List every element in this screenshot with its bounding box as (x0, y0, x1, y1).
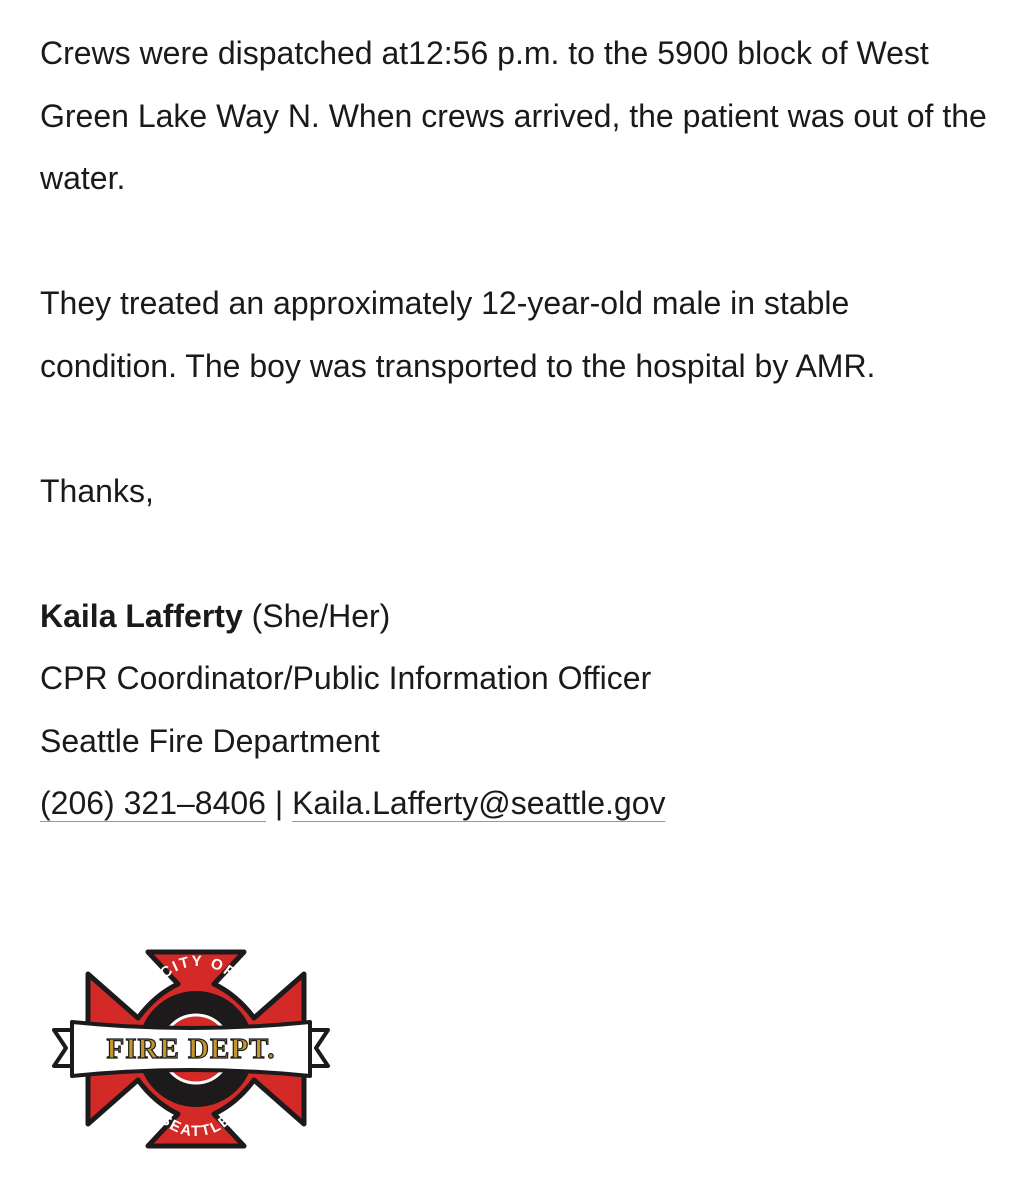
email-body (40, 22, 990, 835)
email-signature (40, 585, 990, 835)
message-paragraph: They treated an approximately 12-year-old male in stable condition. The boy was transported to the hospital by AMR. (40, 285, 876, 384)
phone-link[interactable]: (206) 321–8406 (40, 785, 266, 821)
signature-pronouns: (She/Her) (251, 597, 391, 634)
message-paragraph: Crews were dispatched at12:56 p.m. to the 5900 block of West Green Lake Way N. When crews arrived, the patient was out of the water. (40, 35, 987, 196)
signature-organization: Seattle Fire Department (40, 722, 380, 759)
signature-name: Kaila Lafferty (40, 597, 243, 634)
closing-text: Thanks, (40, 472, 154, 509)
signature-name-line (40, 585, 990, 648)
fire-department-logo (48, 936, 334, 1162)
contact-separator: | (274, 785, 284, 821)
email-link[interactable]: Kaila.Lafferty@seattle.gov (292, 785, 666, 821)
signature-title: CPR Coordinator/Public Information Officer (40, 660, 652, 696)
logo-top-text: CITY OF (157, 952, 240, 983)
logo-banner-text: FIRE DEPT. (106, 1033, 276, 1065)
signature-contact-line (40, 772, 990, 835)
logo-bottom-text: SEATTLE (156, 1110, 236, 1141)
